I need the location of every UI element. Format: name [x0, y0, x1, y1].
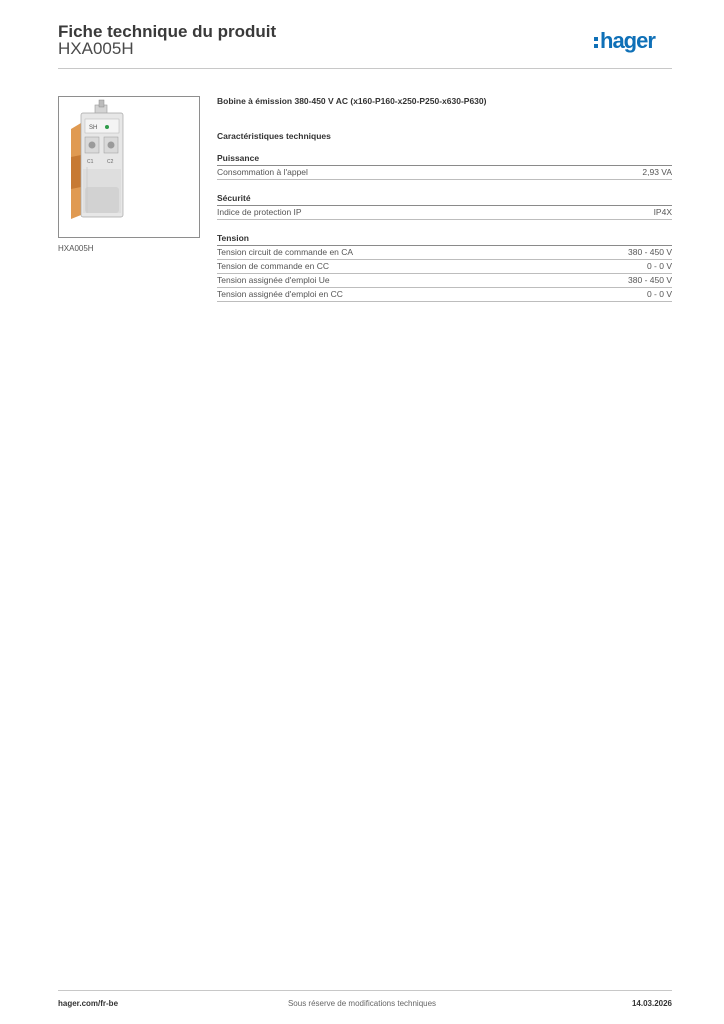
spec-label: Consommation à l'appel	[217, 167, 308, 177]
spec-label: Tension de commande en CC	[217, 261, 329, 271]
spec-row	[217, 246, 672, 260]
spec-value: 380 - 450 V	[628, 275, 672, 285]
doc-title: Fiche technique du produit	[58, 22, 277, 41]
group-title: Puissance	[217, 153, 672, 166]
spec-group-securite	[217, 193, 672, 220]
spec-heading: Caractéristiques techniques	[217, 131, 331, 141]
svg-text:SH: SH	[89, 125, 98, 131]
spec-value: 0 - 0 V	[646, 261, 672, 271]
svg-text:C2: C2	[107, 159, 114, 165]
group-title: Sécurité	[217, 193, 672, 206]
spec-value: 2,93 VA	[642, 167, 672, 177]
spec-label: Tension assignée d'emploi Ue	[217, 275, 330, 285]
group-title: Tension	[217, 233, 672, 246]
footer-disclaimer: Sous réserve de modifications techniques	[287, 999, 437, 1008]
spec-label: Indice de protection IP	[217, 207, 302, 217]
hager-logo	[592, 26, 674, 56]
header-divider	[58, 68, 672, 69]
spec-value: 380 - 450 V	[628, 247, 672, 257]
spec-row	[217, 260, 672, 274]
spec-label: Tension assignée d'emploi en CC	[217, 289, 343, 299]
spec-label: Tension circuit de commande en CA	[217, 247, 354, 257]
svg-text:C1: C1	[87, 159, 94, 165]
svg-text:hager: hager	[600, 28, 655, 53]
spec-row	[217, 166, 672, 180]
footer-website[interactable]: hager.com/fr-be	[58, 999, 119, 1008]
product-name: Bobine à émission 380-450 V AC (x160-P160-x250-P250-x630-P630)	[217, 96, 487, 106]
spec-group-puissance	[217, 153, 672, 180]
spec-value: IP4X	[653, 207, 672, 217]
spec-section	[217, 96, 672, 302]
spec-row	[217, 288, 672, 302]
spec-value: 0 - 0 V	[646, 289, 672, 299]
spec-row	[217, 206, 672, 220]
product-image-caption: HXA005H	[58, 244, 94, 253]
footer-divider	[58, 990, 672, 991]
product-image	[58, 96, 200, 238]
spec-group-tension	[217, 233, 672, 302]
product-reference: HXA005H	[58, 39, 134, 58]
footer-date: 14.03.2026	[631, 999, 672, 1008]
spec-row	[217, 274, 672, 288]
